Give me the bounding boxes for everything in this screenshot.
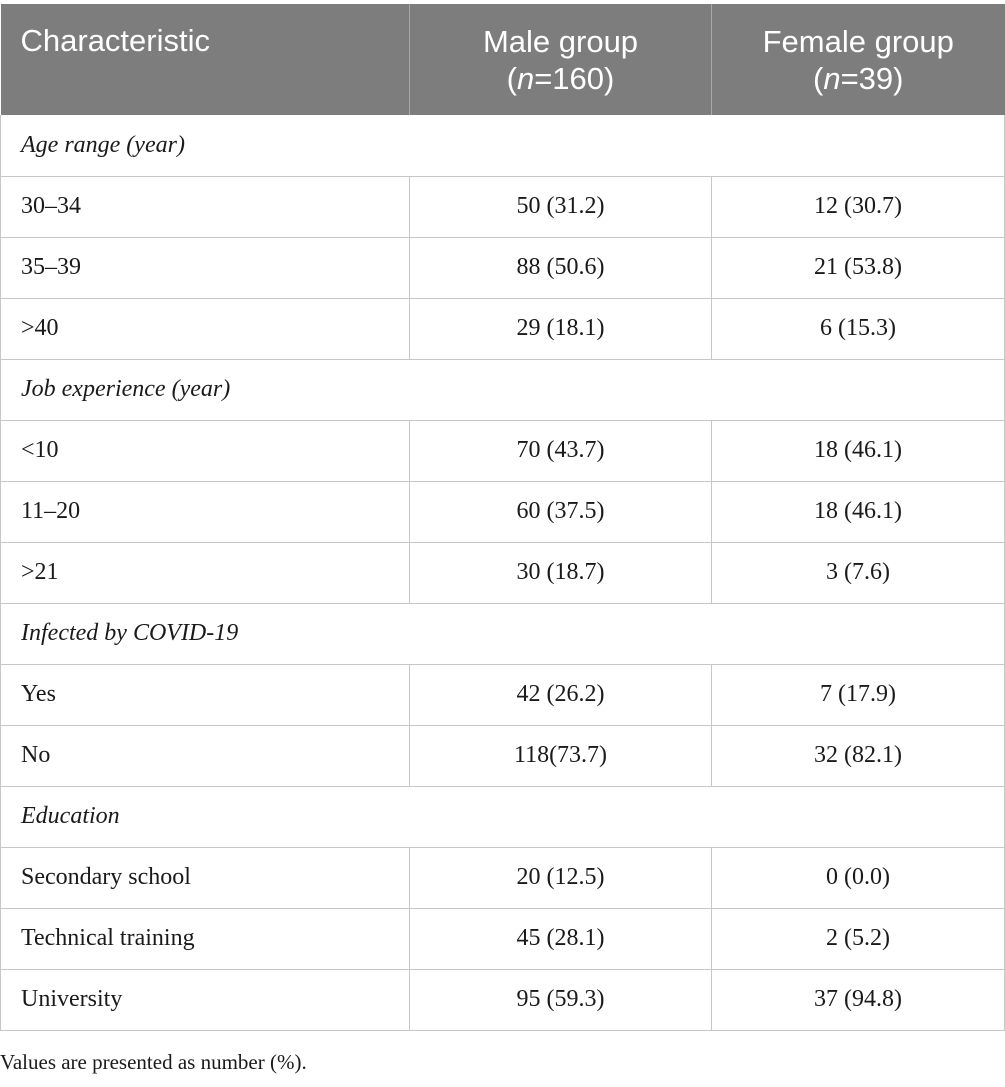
row-label: 11–20 [1, 481, 410, 542]
female-value: 7 (17.9) [712, 664, 1005, 725]
male-value: 42 (26.2) [410, 664, 712, 725]
female-value: 6 (15.3) [712, 298, 1005, 359]
section-title: Education [1, 786, 1005, 847]
header-male-n: n [516, 60, 535, 96]
characteristics-table [0, 4, 1005, 1031]
table-row [1, 542, 1005, 603]
table-footnote: Values are presented as number (%). [0, 1050, 307, 1074]
section-row-education [1, 786, 1005, 847]
female-value: 3 (7.6) [712, 542, 1005, 603]
table-row [1, 847, 1005, 908]
row-label: Yes [1, 664, 410, 725]
header-male-count [410, 60, 711, 97]
header-female-value: =39) [840, 60, 904, 96]
female-value: 2 (5.2) [712, 908, 1005, 969]
male-value: 70 (43.7) [410, 420, 712, 481]
row-label: >21 [1, 542, 410, 603]
table-header [1, 4, 1005, 115]
table-body [1, 115, 1005, 1030]
row-label: <10 [1, 420, 410, 481]
female-value: 21 (53.8) [712, 237, 1005, 298]
male-value: 50 (31.2) [410, 176, 712, 237]
row-label: Technical training [1, 908, 410, 969]
female-value: 18 (46.1) [712, 481, 1005, 542]
header-row [1, 4, 1005, 115]
header-male-paren: ( [506, 60, 517, 96]
table-row [1, 420, 1005, 481]
table-row [1, 481, 1005, 542]
row-label: >40 [1, 298, 410, 359]
male-value: 29 (18.1) [410, 298, 712, 359]
male-value: 118(73.7) [410, 725, 712, 786]
male-value: 30 (18.7) [410, 542, 712, 603]
male-value: 95 (59.3) [410, 969, 712, 1030]
header-female-n: n [823, 60, 841, 96]
header-male-value: =160) [534, 60, 615, 96]
female-value: 0 (0.0) [712, 847, 1005, 908]
table-row [1, 908, 1005, 969]
male-value: 88 (50.6) [410, 237, 712, 298]
row-label: 30–34 [1, 176, 410, 237]
table-row [1, 725, 1005, 786]
header-characteristic: Characteristic [1, 4, 410, 115]
header-female-count [712, 60, 1005, 97]
row-label: 35–39 [1, 237, 410, 298]
table-row [1, 969, 1005, 1030]
female-value: 32 (82.1) [712, 725, 1005, 786]
header-female-title: Female group [762, 23, 954, 59]
female-value: 12 (30.7) [712, 176, 1005, 237]
header-male-title: Male group [482, 23, 639, 59]
table-row [1, 237, 1005, 298]
section-row-infected [1, 603, 1005, 664]
table-row [1, 176, 1005, 237]
section-title: Job experience (year) [1, 359, 1005, 420]
female-value: 18 (46.1) [712, 420, 1005, 481]
male-value: 60 (37.5) [410, 481, 712, 542]
table-row [1, 664, 1005, 725]
row-label: University [1, 969, 410, 1030]
male-value: 45 (28.1) [410, 908, 712, 969]
row-label: Secondary school [1, 847, 410, 908]
male-value: 20 (12.5) [410, 847, 712, 908]
section-title: Infected by COVID-19 [1, 603, 1005, 664]
header-male-group [410, 4, 712, 115]
female-value: 37 (94.8) [712, 969, 1005, 1030]
table-row [1, 298, 1005, 359]
header-female-paren: ( [813, 60, 824, 96]
section-row-job-experience [1, 359, 1005, 420]
section-title: Age range (year) [1, 115, 1005, 176]
section-row-age-range [1, 115, 1005, 176]
header-female-group [712, 4, 1005, 115]
row-label: No [1, 725, 410, 786]
